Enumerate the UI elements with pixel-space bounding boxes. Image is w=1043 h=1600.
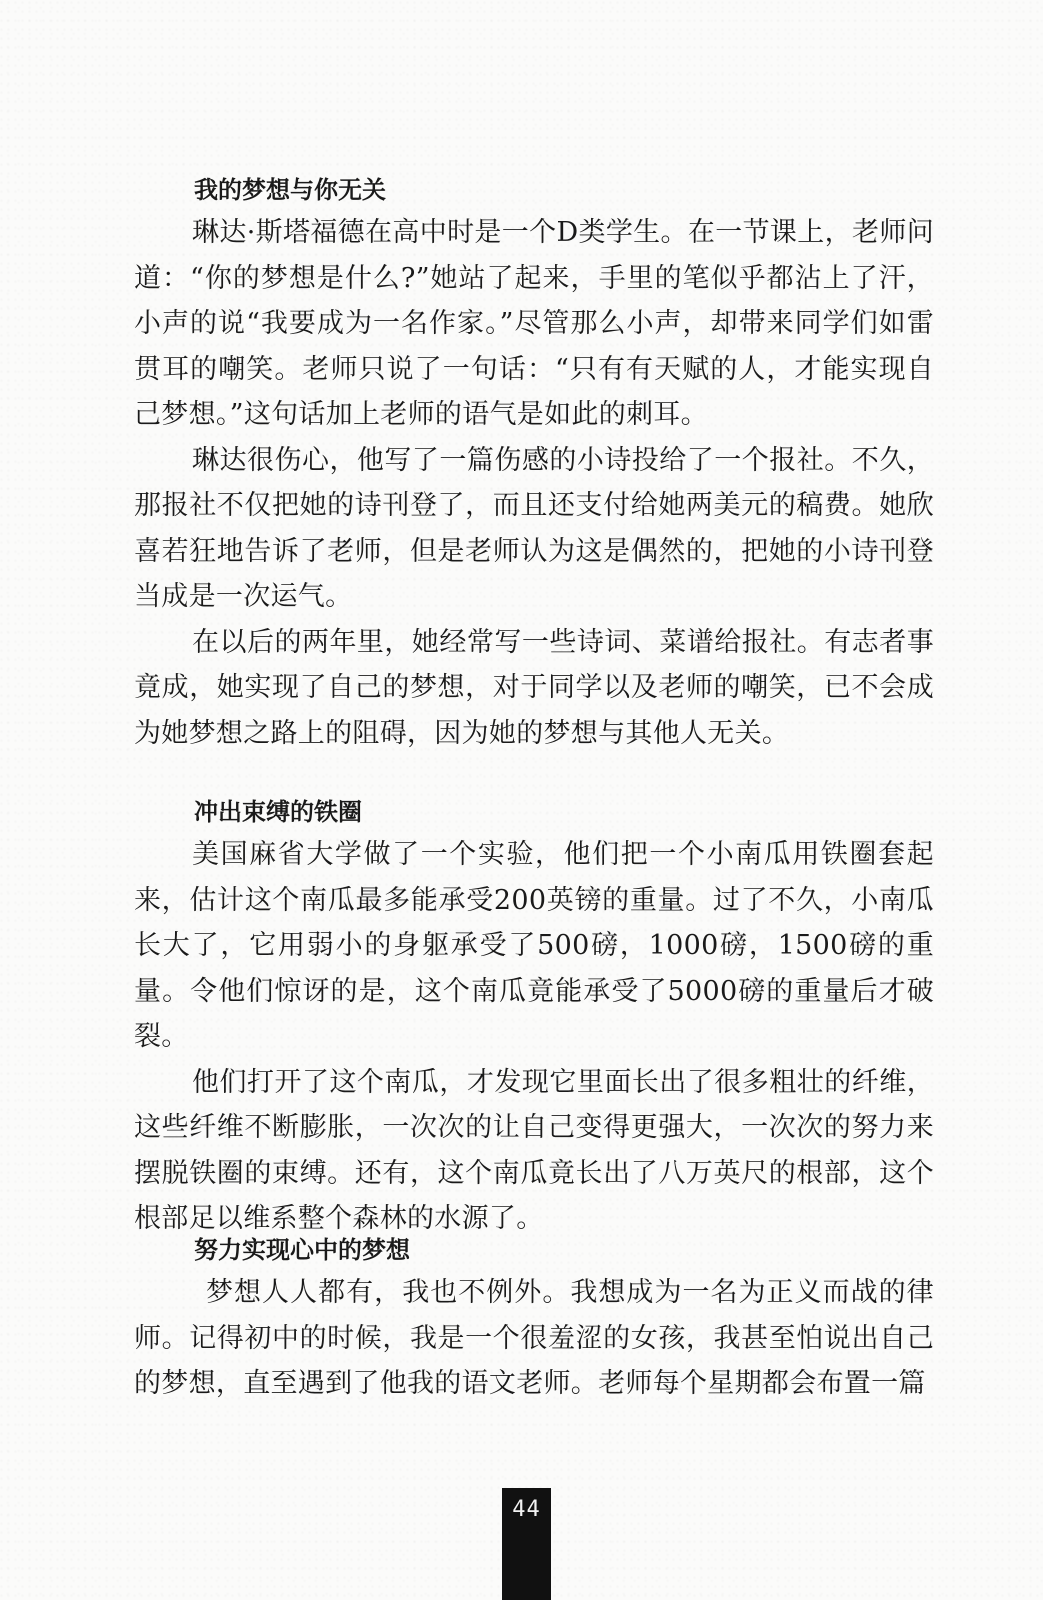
article-paragraph: 梦想人人都有，我也不例外。我想成为一名为正义而战的律师。记得初中的时候，我是一个很羞涩的女孩，我甚至怕说出自己的梦想，直至遇到了他我的语文老师。老师每个星期都会布置一篇 xyxy=(134,1277,934,1399)
article-paragraph: 在以后的两年里，她经常写一些诗词、菜谱给报社。有志者事竟成，她实现了自己的梦想，对于同学以及老师的嘲笑，已不会成为她梦想之路上的阻碍，因为她的梦想与其他人无关。 xyxy=(134,626,934,749)
page-number: 44 xyxy=(502,1488,551,1600)
article-title: 努力实现心中的梦想 xyxy=(194,1236,410,1264)
article-realize-dream xyxy=(134,1230,934,1407)
article-paragraph: 琳达很伤心，他写了一篇伤感的小诗投给了一个报社。不久，那报社不仅把她的诗刊登了，而且还支付给她两美元的稿费。她欣喜若狂地告诉了老师，但是老师认为这是偶然的，把她的小诗刊登当成是一次运气。 xyxy=(134,444,934,612)
article-paragraph: 他们打开了这个南瓜，才发现它里面长出了很多粗壮的纤维，这些纤维不断膨胀，一次次的让自己变得更强大，一次次的努力来摆脱铁圈的束缚。还有，这个南瓜竟长出了八万英尺的根部，这个根部足以维系整个森林的水源了。 xyxy=(134,1066,934,1234)
article-title: 冲出束缚的铁圈 xyxy=(194,798,362,826)
article-iron-ring xyxy=(134,792,934,1242)
article-my-dream xyxy=(134,170,934,756)
article-paragraph: 琳达·斯塔福德在高中时是一个D类学生。在一节课上，老师问道：“你的梦想是什么?”她站了起来，手里的笔似乎都沾上了汗，小声的说“我要成为一名作家。”尽管那么小声，却带来同学们如雷贯耳的嘲笑。老师只说了一句话：“只有有天赋的人，才能实现自己梦想。”这句话加上老师的语气是如此的刺耳。 xyxy=(134,217,934,430)
article-paragraph: 美国麻省大学做了一个实验，他们把一个小南瓜用铁圈套起来，估计这个南瓜最多能承受200英镑的重量。过了不久，小南瓜长大了，它用弱小的身躯承受了500磅，1000磅，1500磅的重量。令他们惊讶的是，这个南瓜竟能承受了5000磅的重量后才破裂。 xyxy=(134,839,934,1052)
article-title: 我的梦想与你无关 xyxy=(194,176,386,204)
